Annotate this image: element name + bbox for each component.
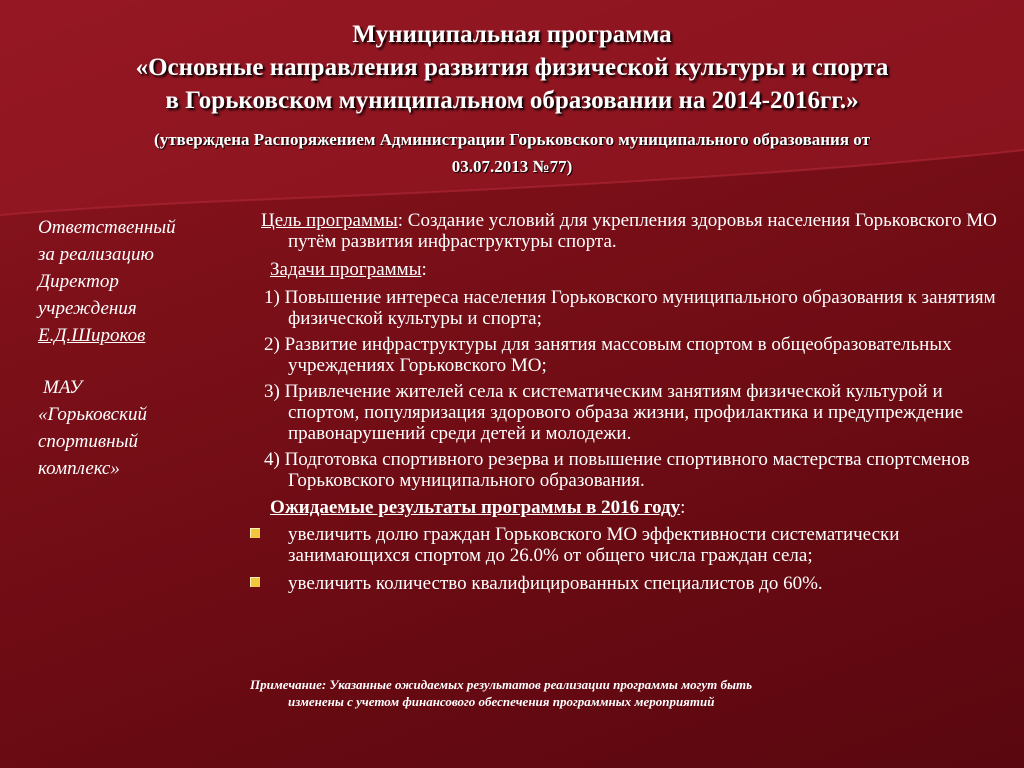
footnote-line: Примечание: Указанные ожидаемых результатов реализации программы могут быть xyxy=(250,677,753,692)
page-title xyxy=(60,18,964,117)
responsible-panel xyxy=(38,214,238,482)
responsible-name: Е.Д.Широков xyxy=(38,325,146,346)
organization-line: «Горьковский xyxy=(38,404,147,425)
title-line: в Горьковском муниципальном образовании на 2014-2016гг.» xyxy=(165,87,859,114)
responsible-line: за реализацию xyxy=(38,244,154,265)
program-content xyxy=(250,210,1000,601)
result-text: увеличить количество квалифицированных специалистов до 60%. xyxy=(288,573,823,594)
subtitle-line: (утверждена Распоряжением Администрации Горьковского муниципального образования от xyxy=(154,130,870,149)
tasks-suffix: : xyxy=(421,259,427,280)
bullet-square-icon xyxy=(250,577,260,587)
task-item: 3) Привлечение жителей села к систематическим занятиям физической культурой и спортом, популяризация здорового образа жизни, профилактика и предупреждение правонарушений среди детей и молодежи. xyxy=(264,381,964,444)
organization-line: комплекс» xyxy=(38,458,120,479)
responsible-line: Ответственный xyxy=(38,217,176,238)
results-heading xyxy=(250,497,1000,518)
goal-label: Цель программы xyxy=(261,210,398,231)
result-text: увеличить долю граждан Горьковского МО эффективности систематически занимающихся спортом до 26.0% от общего числа граждан села; xyxy=(288,524,900,566)
result-bullet xyxy=(250,524,1000,566)
results-label: Ожидаемые результаты программы в 2016 году xyxy=(270,497,681,518)
task-item: 4) Подготовка спортивного резерва и повышение спортивного мастерства спортсменов Горьковского муниципального образования. xyxy=(264,449,970,491)
responsible-line: Директор xyxy=(38,271,119,292)
footnote-line: изменены с учетом финансового обеспечения программных мероприятий xyxy=(288,694,715,709)
task-item: 1) Повышение интереса населения Горьковского муниципального образования к занятиям физической культуры и спорта; xyxy=(264,287,996,329)
tasks-label: Задачи программы xyxy=(270,259,422,280)
title-line: Муниципальная программа xyxy=(352,21,672,48)
results-suffix: : xyxy=(680,497,686,518)
footnote xyxy=(250,676,970,710)
goal-text: : Создание условий для укрепления здоровья населения Горьковского МО путём развития инфраструктуры спорта. xyxy=(288,210,997,252)
title-line: «Основные направления развития физической культуры и спорта xyxy=(135,54,889,81)
organization-line: спортивный xyxy=(38,431,138,452)
result-bullet xyxy=(250,573,1000,594)
task-item: 2) Развитие инфраструктуры для занятия массовым спортом в общеобразовательных учреждениях Горьковского МО; xyxy=(264,334,952,376)
tasks-heading xyxy=(250,259,1000,280)
subtitle xyxy=(40,126,984,180)
responsible-line: учреждения xyxy=(38,298,137,319)
organization-line: МАУ xyxy=(43,377,83,398)
goal-paragraph xyxy=(250,210,1000,252)
bullet-square-icon xyxy=(250,528,260,538)
subtitle-line: 03.07.2013 №77) xyxy=(451,157,573,176)
